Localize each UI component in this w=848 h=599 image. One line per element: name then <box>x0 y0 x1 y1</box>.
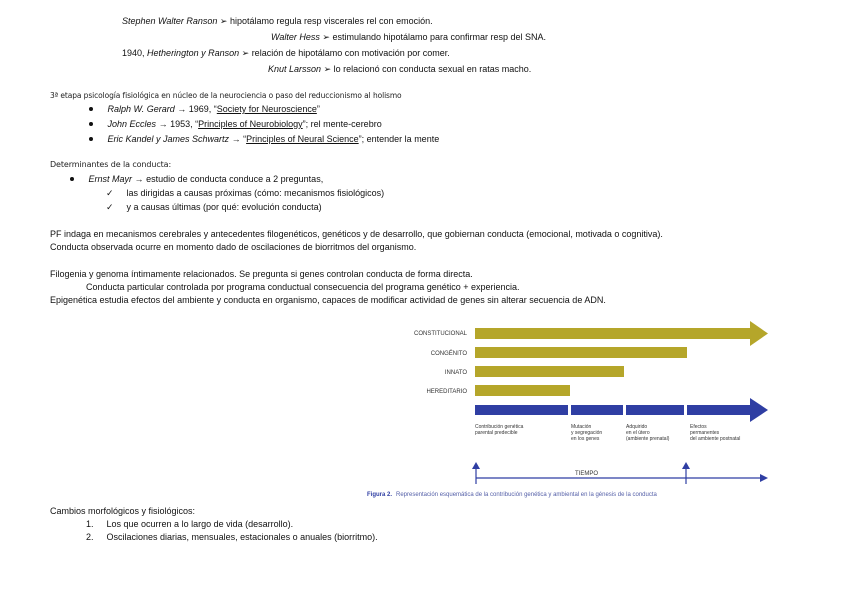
determinants-heading: Determinantes de la conducta: <box>50 160 172 169</box>
intro-text: hipotálamo regula resp viscerales rel con emoción. <box>229 16 433 26</box>
bar-label: INNATO <box>444 370 467 376</box>
bar-hereditario <box>475 385 570 396</box>
author-name: Stephen Walter Ranson <box>122 16 218 26</box>
author-name: Ralph W. Gerard <box>107 104 175 114</box>
segment-label: en el útero <box>626 430 650 436</box>
bar-label: CONGÉNITO <box>430 351 467 357</box>
author-name: Knut Larsson <box>268 64 322 74</box>
arrow-icon: ➢ <box>323 64 332 74</box>
axis-segment <box>687 405 751 415</box>
numbered-item <box>86 532 378 543</box>
intro-text: relación de hipotálamo con motivación por comer. <box>251 48 450 58</box>
item-pre: 1953, “ <box>170 119 199 129</box>
intro-text: lo relacionó con conducta sexual en ratas macho. <box>333 64 532 74</box>
axis-segment <box>626 405 684 415</box>
paragraph-line: Conducta particular controlada por programa conductual consecuencia del programa genético + experiencia. <box>86 282 520 292</box>
figure-caption-text: Representación esquemática de la contribución genética y ambiental en la génesis de la conducta <box>396 492 657 498</box>
segment-label: en los genes <box>571 436 600 442</box>
segment-label: Adquirido <box>626 424 648 430</box>
paragraph-line: Conducta observada ocurre en momento dado de oscilaciones de biorritmos del organismo. <box>50 242 417 252</box>
segment-label: y segregación <box>571 430 603 436</box>
item-text: estudio de conducta conduce a 2 preguntas, <box>146 174 324 184</box>
axis-segment <box>571 405 623 415</box>
item-post: ”; rel mente-cerebro <box>302 119 382 129</box>
item-number: 1. <box>86 519 94 529</box>
author-name: Eric Kandel y James Schwartz <box>107 134 230 144</box>
paragraph-line: Filogenia y genoma íntimamente relacionados. Se pregunta si genes controlan conducta de forma directa. <box>50 269 473 279</box>
segment-label: del ambiente postnatal <box>690 436 741 442</box>
arrow-head-icon <box>750 398 768 422</box>
paragraph-line: Epigenética estudia efectos del ambiente y conducta en organismo, capaces de modificar actividad de genes sin alterar secuencia de ADN. <box>50 295 606 305</box>
title-link[interactable]: Principles of Neural Science <box>246 134 359 144</box>
check-icon: ✓ <box>106 202 114 212</box>
segment-label: Mutación <box>571 424 592 430</box>
paragraph-line: PF indaga en mecanismos cerebrales y antecedentes filogenéticos, genéticos y de desarrollo, que gobiernan conducta (emocional, motivada o cognitiva). <box>50 229 663 239</box>
time-label: TIEMPO <box>575 471 599 477</box>
item-text: Oscilaciones diarias, mensuales, estacionales o anuales (biorritmo). <box>106 532 378 542</box>
author-name: Ernst Mayr <box>88 174 133 184</box>
title-link[interactable]: Principles of Neurobiology <box>198 119 303 129</box>
item-number: 2. <box>86 532 94 542</box>
segment-label: Contribución genética <box>475 424 524 430</box>
item-post: ”; entender la mente <box>358 134 440 144</box>
bar-congenito <box>475 347 687 358</box>
title-link[interactable]: Society for Neuroscience <box>216 104 317 114</box>
item-pre: “ <box>243 134 247 144</box>
bar-label: CONSTITUCIONAL <box>413 331 467 337</box>
segment-label: parental predecible <box>475 430 518 436</box>
changes-heading: Cambios morfológicos y fisiológicos: <box>50 506 196 516</box>
stage-heading: 3ª etapa psicología fisiológica en núcleo de la neurociencia o paso del reduccionismo al holismo <box>50 91 402 100</box>
item-post: ” <box>316 104 320 114</box>
check-text: las dirigidas a causas próximas (cómo: mecanismos fisiológicos) <box>126 188 385 198</box>
item-text: Los que ocurren a lo largo de vida (desarrollo). <box>106 519 294 529</box>
arrow-icon: → <box>177 104 187 114</box>
bar-constitucional <box>475 328 751 339</box>
segment-label: permanentes <box>690 430 720 436</box>
arrow-icon: ➢ <box>219 16 228 26</box>
arrow-up-icon <box>472 462 480 469</box>
segment-label: (ambiente prenatal) <box>626 436 670 442</box>
numbered-item <box>86 519 293 530</box>
bar-label: HEREDITARIO <box>426 389 467 395</box>
arrow-up-icon <box>682 462 690 469</box>
arrow-icon: ➢ <box>241 48 250 58</box>
author-name: John Eccles <box>107 119 157 129</box>
item-pre: 1969, “ <box>188 104 217 114</box>
check-text: y a causas últimas (por qué: evolución conducta) <box>126 202 322 212</box>
axis-segment <box>475 405 568 415</box>
arrow-icon: ➢ <box>322 32 330 42</box>
check-icon: ✓ <box>106 188 114 198</box>
bar-innato <box>475 366 624 377</box>
author-name: Hetherington y Ranson <box>147 48 240 58</box>
segment-label: Efectos <box>690 424 707 430</box>
arrow-icon: → <box>134 174 144 184</box>
arrow-head-icon <box>750 321 768 346</box>
arrow-icon: → <box>158 119 168 129</box>
author-name: Walter Hess <box>271 32 320 42</box>
figure-caption-label: Figura 2. <box>367 492 393 498</box>
intro-text: estimulando hipotálamo para confirmar resp del SNA. <box>332 32 547 42</box>
year: 1940, <box>122 48 145 58</box>
arrow-icon: → <box>231 134 241 144</box>
arrow-right-icon <box>760 474 768 482</box>
